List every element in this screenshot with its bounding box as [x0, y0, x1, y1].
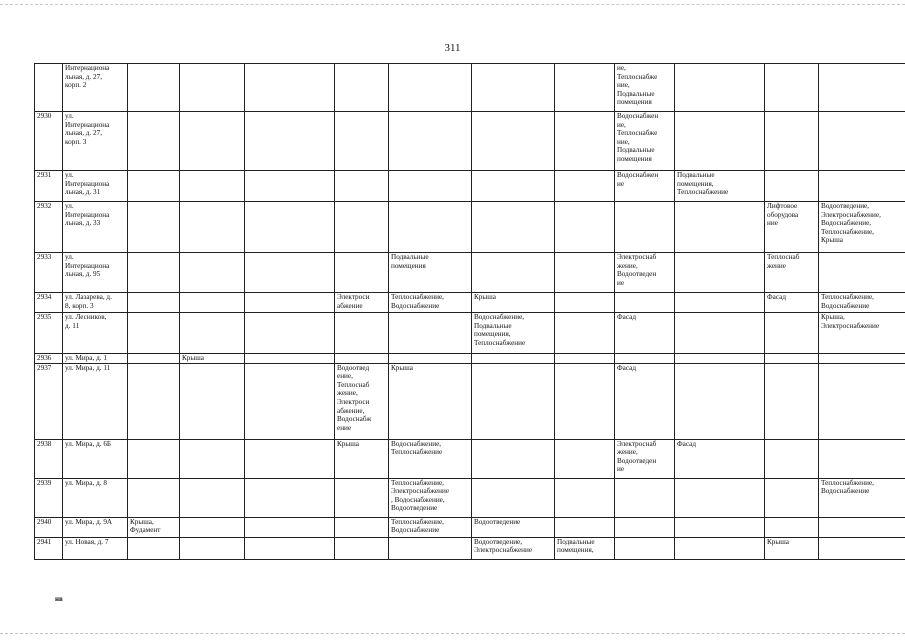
table-row	[35, 537, 905, 559]
work-type-cell	[765, 439, 819, 478]
work-type-cell	[819, 537, 905, 559]
work-type-cell: Фасад	[765, 293, 819, 313]
work-type-cell	[675, 478, 765, 517]
row-number-cell: 2941	[35, 537, 63, 559]
work-type-cell	[819, 354, 905, 364]
work-type-cell	[128, 253, 180, 293]
work-type-cell	[819, 363, 905, 439]
work-type-cell	[819, 439, 905, 478]
work-type-cell	[472, 478, 555, 517]
work-type-cell	[555, 202, 615, 253]
work-type-cell: Крыша	[765, 537, 819, 559]
work-type-cell	[555, 64, 615, 112]
work-type-cell	[128, 439, 180, 478]
work-type-cell	[128, 537, 180, 559]
work-type-cell	[819, 517, 905, 537]
work-type-cell: Водоснабжен ие, Теплоснабже ние, Подвальные помещения	[615, 112, 675, 171]
work-type-cell	[555, 478, 615, 517]
work-type-cell	[615, 202, 675, 253]
footer-mark: нв	[55, 595, 63, 603]
work-type-cell: Фасад	[615, 363, 675, 439]
table-row	[35, 517, 905, 537]
work-type-cell	[819, 171, 905, 202]
work-type-cell	[472, 363, 555, 439]
work-type-cell	[615, 537, 675, 559]
work-type-cell	[615, 354, 675, 364]
row-number-cell: 2940	[35, 517, 63, 537]
page-number: 311	[444, 42, 461, 54]
scan-bottom-edge	[0, 633, 905, 634]
work-type-cell: Крыша	[335, 439, 389, 478]
work-type-cell: Теплоснабжение, Водоснабжение	[389, 293, 472, 313]
table-row	[35, 64, 905, 112]
work-type-cell	[389, 354, 472, 364]
address-cell: ул. Мира, д. 8	[63, 478, 128, 517]
address-cell: ул. Новая, д. 7	[63, 537, 128, 559]
work-type-cell: Водоотведение	[472, 517, 555, 537]
work-type-cell	[245, 112, 335, 171]
work-type-cell	[180, 171, 245, 202]
work-type-cell	[472, 171, 555, 202]
work-type-cell: Фасад	[615, 313, 675, 354]
work-type-cell	[472, 112, 555, 171]
work-type-cell	[615, 293, 675, 313]
work-type-cell	[180, 313, 245, 354]
work-type-cell	[765, 64, 819, 112]
work-type-cell	[555, 171, 615, 202]
work-type-cell: Подвальные помещения, Теплоснабжение	[675, 171, 765, 202]
work-type-cell	[180, 517, 245, 537]
work-type-cell: Крыша, Электроснабжение	[819, 313, 905, 354]
work-type-cell	[765, 354, 819, 364]
table-row	[35, 171, 905, 202]
work-type-cell	[472, 439, 555, 478]
work-type-cell	[335, 171, 389, 202]
work-type-cell	[180, 537, 245, 559]
work-type-cell: Водоснабжение, Теплоснабжение	[389, 439, 472, 478]
work-type-cell	[555, 439, 615, 478]
table-row	[35, 354, 905, 364]
work-type-cell	[335, 478, 389, 517]
work-type-cell	[675, 363, 765, 439]
address-cell: ул. Мира, д. 9А	[63, 517, 128, 537]
row-number-cell: 2930	[35, 112, 63, 171]
repair-schedule-table	[34, 63, 905, 560]
work-type-cell	[765, 313, 819, 354]
work-type-cell	[335, 112, 389, 171]
work-type-cell	[675, 354, 765, 364]
work-type-cell	[245, 253, 335, 293]
table-row	[35, 363, 905, 439]
work-type-cell	[555, 354, 615, 364]
table-row	[35, 253, 905, 293]
work-type-cell	[389, 64, 472, 112]
work-type-cell	[245, 537, 335, 559]
work-type-cell	[128, 64, 180, 112]
work-type-cell	[245, 517, 335, 537]
work-type-cell	[472, 253, 555, 293]
work-type-cell: Лифтовое оборудова ние	[765, 202, 819, 253]
work-type-cell: Теплоснабжение, Электроснабжение , Водоснабжение, Водоотведение	[389, 478, 472, 517]
work-type-cell: Водоснабжен ие	[615, 171, 675, 202]
work-type-cell	[335, 64, 389, 112]
work-type-cell	[615, 478, 675, 517]
work-type-cell	[180, 112, 245, 171]
work-type-cell	[675, 293, 765, 313]
work-type-cell	[819, 253, 905, 293]
address-cell: ул. Лазарева, д. 8, корп. 3	[63, 293, 128, 313]
address-cell: ул. Мира, д. 1	[63, 354, 128, 364]
work-type-cell	[128, 202, 180, 253]
work-type-cell	[615, 517, 675, 537]
work-type-cell	[472, 202, 555, 253]
work-type-cell	[128, 354, 180, 364]
work-type-cell	[245, 293, 335, 313]
work-type-cell	[245, 363, 335, 439]
work-type-cell: Теплоснабжение, Водоснабжение	[819, 478, 905, 517]
work-type-cell	[819, 112, 905, 171]
work-type-cell	[675, 253, 765, 293]
table-row	[35, 112, 905, 171]
work-type-cell: Крыша	[389, 363, 472, 439]
work-type-cell: Водоотведение, Электроснабжение, Водоснабжение, Теплоснабжение, Крыша	[819, 202, 905, 253]
work-type-cell: Водоотведение, Электроснабжение	[472, 537, 555, 559]
work-type-cell	[128, 293, 180, 313]
work-type-cell: Теплоснабжение, Водоснабжение	[389, 517, 472, 537]
work-type-cell	[389, 202, 472, 253]
work-type-cell	[765, 112, 819, 171]
work-type-cell	[335, 202, 389, 253]
work-type-cell: ие, Теплоснабже ние, Подвальные помещения	[615, 64, 675, 112]
work-type-cell: Водоотвед ение, Теплоснаб жение, Электроси абжение, Водоснабж ение	[335, 363, 389, 439]
row-number-cell: 2931	[35, 171, 63, 202]
work-type-cell	[555, 313, 615, 354]
work-type-cell: Теплоснаб жение	[765, 253, 819, 293]
work-type-cell	[675, 537, 765, 559]
work-type-cell	[245, 64, 335, 112]
work-type-cell: Крыша	[180, 354, 245, 364]
work-type-cell	[180, 478, 245, 517]
work-type-cell	[389, 537, 472, 559]
work-type-cell	[765, 517, 819, 537]
work-type-cell	[245, 313, 335, 354]
address-cell: ул. Интернациона льная, д. 27, корп. 3	[63, 112, 128, 171]
row-number-cell: 2934	[35, 293, 63, 313]
work-type-cell	[245, 478, 335, 517]
work-type-cell	[128, 313, 180, 354]
work-type-cell	[245, 354, 335, 364]
row-number-cell: 2932	[35, 202, 63, 253]
work-type-cell	[335, 313, 389, 354]
work-type-cell	[128, 112, 180, 171]
work-type-cell	[180, 439, 245, 478]
work-type-cell	[555, 112, 615, 171]
work-type-cell	[128, 478, 180, 517]
work-type-cell	[472, 64, 555, 112]
work-type-cell	[180, 363, 245, 439]
work-type-cell	[555, 253, 615, 293]
work-type-cell	[245, 202, 335, 253]
work-type-cell: Электроси абжение	[335, 293, 389, 313]
work-type-cell	[180, 202, 245, 253]
work-type-cell	[335, 517, 389, 537]
work-type-cell	[389, 313, 472, 354]
work-type-cell	[675, 517, 765, 537]
work-type-cell: Водоснабжение, Подвальные помещения, Теплоснабжение	[472, 313, 555, 354]
work-type-cell	[335, 354, 389, 364]
work-type-cell	[245, 439, 335, 478]
work-type-cell	[180, 64, 245, 112]
address-cell: Интернациона льная, д. 27, корп. 2	[63, 64, 128, 112]
table-row	[35, 478, 905, 517]
row-number-cell: 2939	[35, 478, 63, 517]
work-type-cell	[180, 253, 245, 293]
work-type-cell	[128, 363, 180, 439]
work-type-cell	[675, 64, 765, 112]
work-type-cell	[819, 64, 905, 112]
row-number-cell: 2936	[35, 354, 63, 364]
work-type-cell	[675, 202, 765, 253]
work-type-cell	[245, 171, 335, 202]
address-cell: ул. Интернациона льная, д. 95	[63, 253, 128, 293]
work-type-cell: Фасад	[675, 439, 765, 478]
row-number-cell: 2933	[35, 253, 63, 293]
address-cell: ул. Лесников, д. 11	[63, 313, 128, 354]
address-cell: ул. Интернациона льная, д. 31	[63, 171, 128, 202]
work-type-cell	[675, 313, 765, 354]
work-type-cell	[765, 478, 819, 517]
work-type-cell	[765, 171, 819, 202]
work-type-cell: Электроснаб жение, Водоотведен ие	[615, 439, 675, 478]
address-cell: ул. Мира, д. 11	[63, 363, 128, 439]
work-type-cell	[335, 537, 389, 559]
row-number-cell: 2938	[35, 439, 63, 478]
work-type-cell	[128, 171, 180, 202]
row-number-cell: 2937	[35, 363, 63, 439]
work-type-cell: Крыша	[472, 293, 555, 313]
work-type-cell	[555, 363, 615, 439]
work-type-cell: Подвальные помещения,	[555, 537, 615, 559]
work-type-cell	[555, 517, 615, 537]
table-row	[35, 439, 905, 478]
work-type-cell	[180, 293, 245, 313]
table-row	[35, 313, 905, 354]
row-number-cell	[35, 64, 63, 112]
table-row	[35, 293, 905, 313]
work-type-cell	[555, 293, 615, 313]
work-type-cell	[765, 363, 819, 439]
work-type-cell: Подвальные помещения	[389, 253, 472, 293]
work-type-cell	[389, 171, 472, 202]
address-cell: ул. Интернациона льная, д. 33	[63, 202, 128, 253]
work-type-cell: Теплоснабжение, Водоснабжение	[819, 293, 905, 313]
work-type-cell	[335, 253, 389, 293]
work-type-cell	[472, 354, 555, 364]
row-number-cell: 2935	[35, 313, 63, 354]
work-type-cell: Электроснаб жение, Водоотведен ие	[615, 253, 675, 293]
work-type-cell: Крыша, Фудамент	[128, 517, 180, 537]
scan-top-edge	[0, 4, 905, 5]
work-type-cell	[675, 112, 765, 171]
table-row	[35, 202, 905, 253]
address-cell: ул. Мира, д. 6Б	[63, 439, 128, 478]
work-type-cell	[389, 112, 472, 171]
